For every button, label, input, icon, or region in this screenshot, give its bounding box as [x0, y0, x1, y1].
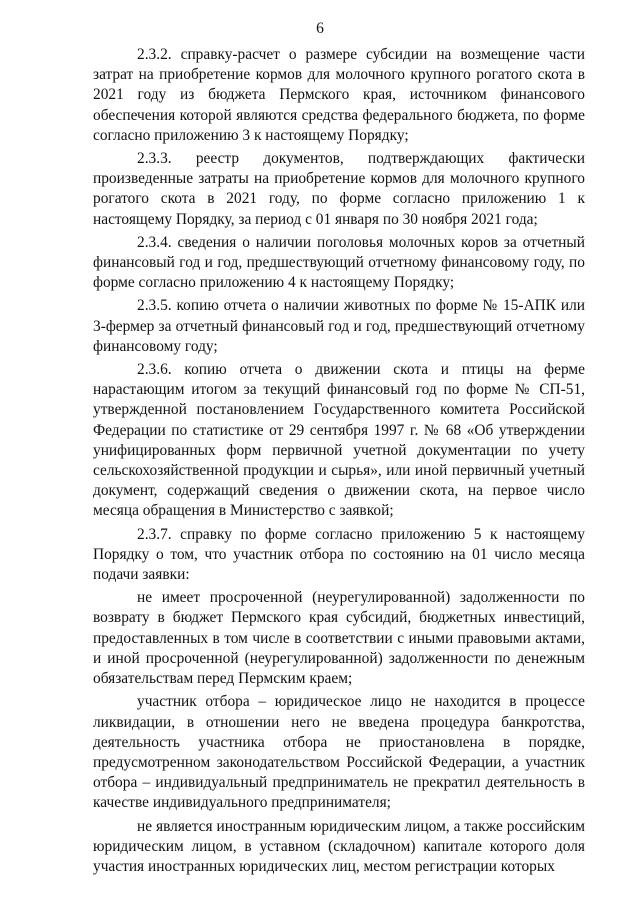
paragraph-not-liquidated: участник отбора – юридическое лицо не находится в процессе ликвидации, в отношении него не введена процедура банкротства, деятельность участника отбора не приостановлена в порядке, предусмотренном законодательством Российской Федерации, а участник отбора – индивидуальный предприниматель не прекратил деятельность в качестве индивидуального предпринимателя; [93, 693, 585, 812]
document-body [93, 45, 585, 879]
paragraph-no-debt: не имеет просроченной (неурегулированной) задолженности по возврату в бюджет Пермского края субсидий, бюджетных инвестиций, предоставленных в том числе в соответствии с иными правовыми актами, и иной просроченной (неурегулированной) задолженности по денежным обязательствам перед Пермским краем; [93, 589, 585, 688]
paragraph-2-3-6: 2.3.6. копию отчета о движении скота и птицы на ферме нарастающим итогом за текущий финансовый год по форме № СП-51, утвержденной постановлением Государственного комитета Российской Федерации по статистике от 29 сентября 1997 г. № 68 «Об утверждении унифицированных форм первичной учетной документации по учету сельскохозяйственной продукции и сырья», или иной первичный учетный документ, содержащий сведения о движении скота, на первое число месяца обращения в Министерство с заявкой; [93, 361, 585, 520]
paragraph-not-foreign: не является иностранным юридическим лицом, а также российским юридическим лицом, в уставном (складочном) капитале которого доля участия иностранных юридических лиц, местом регистрации которых [93, 817, 585, 875]
paragraph-2-3-3: 2.3.3. реестр документов, подтверждающих фактически произведенные затраты на приобретение кормов для молочного крупного рогатого скота в 2021 году, по форме согласно приложению 1 к настоящему Порядку, за период с 01 января по 30 ноября 2021 года; [93, 150, 585, 228]
paragraph-2-3-5: 2.3.5. копию отчета о наличии животных по форме № 15-АПК или 3-фермер за отчетный финансовый год и год, предшествующий отчетному финансовому году; [93, 297, 585, 355]
paragraph-2-3-2: 2.3.2. справку-расчет о размере субсидии на возмещение части затрат на приобретение кормов для молочного крупного рогатого скота в 2021 году из бюджета Пермского края, источником финансового обеспечения которой являются средства федерального бюджета, по форме согласно приложению 3 к настоящему Порядку; [93, 46, 585, 144]
paragraph-2-3-4: 2.3.4. сведения о наличии поголовья молочных коров за отчетный финансовый год и год, предшествующий отчетному финансовому году, по форме согласно приложению 4 к настоящему Порядку; [93, 233, 585, 292]
page-number: 6 [316, 20, 324, 37]
paragraph-2-3-7: 2.3.7. справку по форме согласно приложению 5 к настоящему Порядку о том, что участник отбора по состоянию на 01 число месяца подачи заявки: [93, 525, 585, 584]
